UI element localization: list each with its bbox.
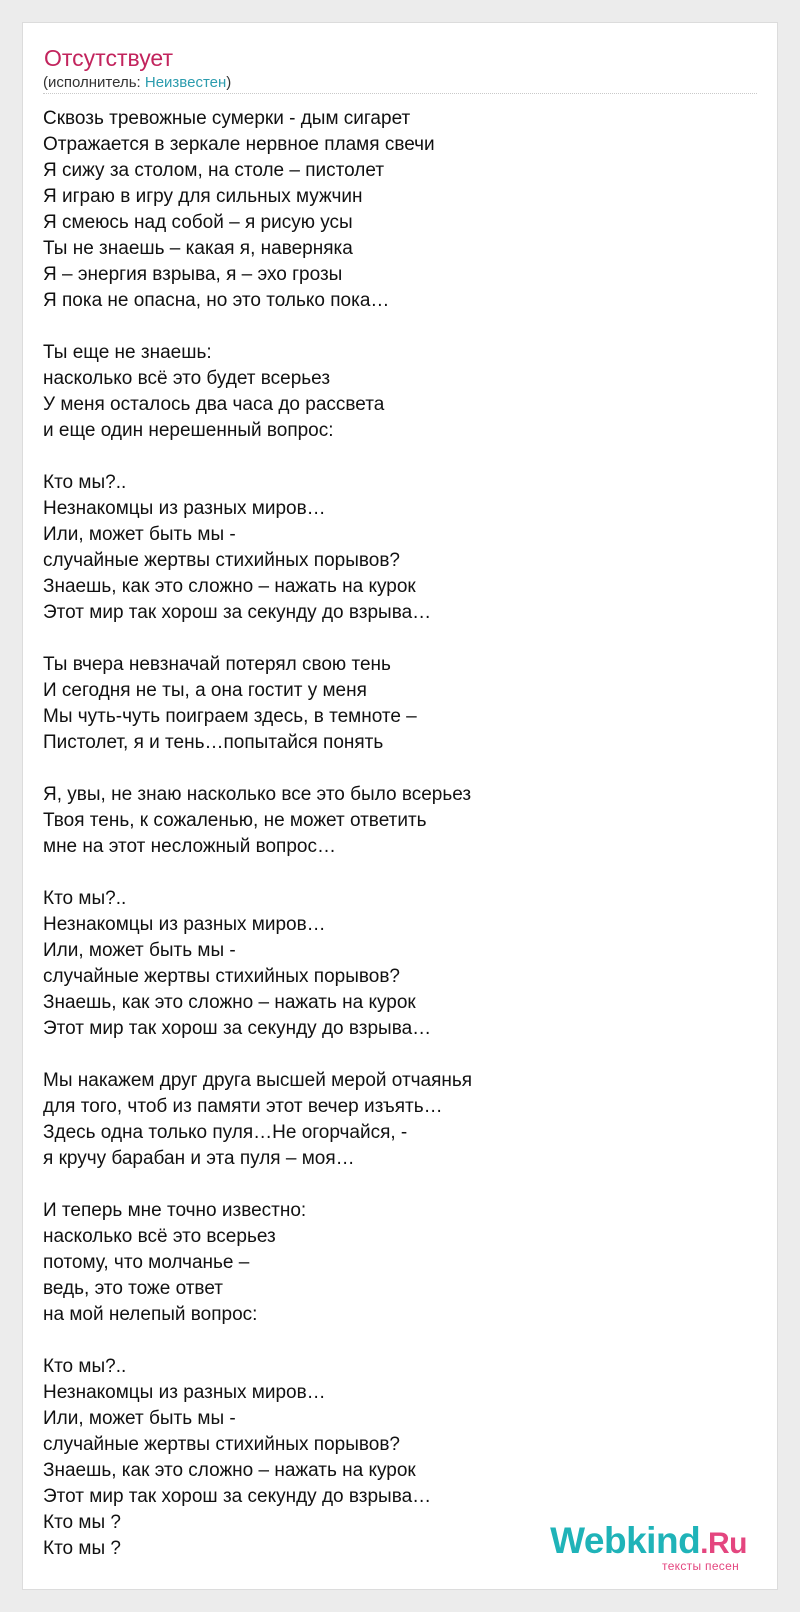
performer-line <box>43 73 231 93</box>
logo-wordmark <box>550 1522 747 1563</box>
performer-suffix: ) <box>226 74 232 91</box>
site-logo[interactable] <box>550 1522 747 1573</box>
logo-subtitle: тексты песен <box>662 1559 739 1573</box>
lyrics-text: Сквозь тревожные сумерки - дым сигарет Отражается в зеркале нервное пламя свечи Я сижу за столом, на столе – пистолет Я играю в игру для сильных мужчин Я смеюсь над собой – я рисую усы Ты не знаешь – какая я, наверняка Я – энергия взрыва, я – эхо грозы Я пока не опасна, но это только пока… Ты еще не знаешь: насколько всё это будет всерьез У меня осталось два часа до рассвета и еще один нерешенный вопрос: Кто мы?.. Незнакомцы из разных миров… Или, может быть мы - случайные жертвы стихийных порывов? Знаешь, как это сложно – нажать на курок Этот мир так хорош за секунду до взрыва… Ты вчера невзначай потерял свою тень И сегодня не ты, а она гостит у меня Мы чуть-чуть поиграем здесь, в темноте – Пистолет, я и тень…попытайся понять Я, увы, не знаю насколько все это было всерьез Твоя тень, к сожаленью, не может ответить мне на этот несложный вопрос… Кто мы?.. Незнакомцы из разных миров… Или, может быть мы - случайные жертвы стихийных порывов? Знаешь, как это сложно – нажать на курок Этот мир так хорош за секунду до взрыва… Мы накажем друг друга высшей мерой отчаянья для того, чтоб из памяти этот вечер изъять… Здесь одна только пуля…Не огорчайся, - я кручу барабан и эта пуля – моя… И теперь мне точно известно: насколько всё это всерьез потому, что молчанье – ведь, это тоже ответ на мой нелепый вопрос: Кто мы?.. Незнакомцы из разных миров… Или, может быть мы - случайные жертвы стихийных порывов? Знаешь, как это сложно – нажать на курок Этот мир так хорош за секунду до взрыва… Кто мы ? Кто мы ? <box>43 108 473 1559</box>
performer-prefix: (исполнитель: <box>43 74 145 91</box>
logo-tld: .Ru <box>700 1527 747 1560</box>
performer-link[interactable]: Неизвестен <box>144 74 227 91</box>
song-title: Отсутствует <box>44 45 173 71</box>
logo-main-text: Webkind <box>550 1520 701 1561</box>
lyrics-card <box>22 22 778 1590</box>
header-divider <box>43 93 757 94</box>
